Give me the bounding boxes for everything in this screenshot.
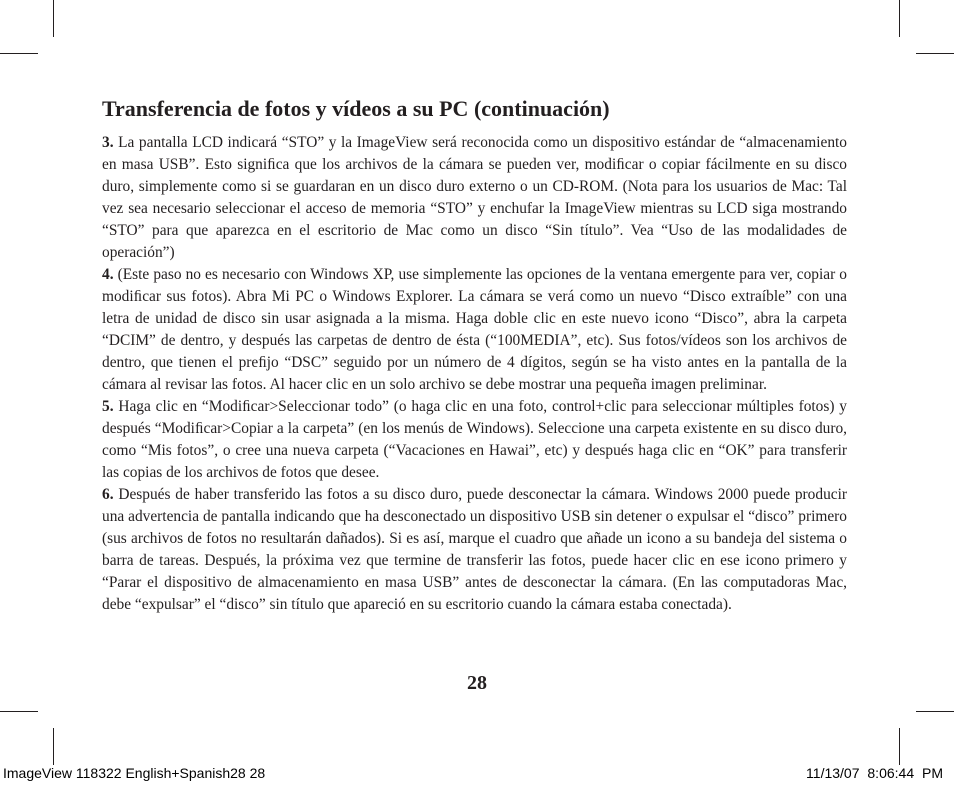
page-title: Transferencia de fotos y vídeos a su PC (continuación) (102, 96, 610, 121)
page-number: 28 (467, 672, 487, 694)
step-number: 5. (102, 398, 114, 415)
crop-mark (0, 711, 38, 712)
step-number: 3. (102, 134, 114, 151)
step-text: La pantalla LCD indicará “STO” y la ImageView será reconocida como un dispositivo estándar de “almacenamiento en masa USB”. Esto signiﬁca que los archivos de la cámara se pueden ver, modiﬁcar o copiar fácilmente en su disco duro, simplemente como si se guardaran en un disco duro externo o un CD-ROM. (Nota para los usuarios de Mac: Tal vez sea necesario seleccionar el acceso de memoria “STO” y enchufar la ImageView mientras su LCD siga mostrando “STO” para que aparezca en el escritorio de Mac como un disco “Sin título”. Vea “Uso de las modalidades de operación”) (102, 134, 847, 261)
crop-mark (53, 0, 54, 37)
crop-mark (899, 0, 900, 37)
step-paragraph (102, 264, 847, 396)
crop-mark (916, 711, 954, 712)
crop-mark (916, 53, 954, 54)
step-number: 4. (102, 266, 114, 283)
crop-mark (899, 728, 900, 765)
instructions-body (102, 132, 847, 616)
step-text: Después de haber transferido las fotos a su disco duro, puede desconectar la cámara. Windows 2000 puede producir una advertencia de pantalla indicando que ha desconectado un dispositivo USB sin detener o expulsar el “disco” primero (sus archivos de fotos no resultarán dañados). Si es así, marque el cuadro que añade un icono a su bandeja del sistema o barra de tareas. Después, la próxima vez que termine de transferir las fotos, puede hacer clic en ese icono primero y “Parar el dispositivo de almacenamiento en masa USB” antes de desconectar la cámara. (En las computadoras Mac, debe “expulsar” el “disco” sin título que apareció en su escritorio cuando la cámara estaba conectada). (102, 486, 847, 613)
step-text: Haga clic en “Modiﬁcar>Seleccionar todo” (o haga clic en una foto, control+clic para seleccionar múltiples fotos) y después “Modiﬁcar>Copiar a la carpeta” (en los menús de Windows). Seleccione una carpeta existente en su disco duro, como “Mis fotos”, o cree una nueva carpeta (“Vacaciones en Hawai”, etc) y después haga clic en “OK” para transferir las copias de los archivos de fotos que desee. (102, 398, 847, 481)
crop-mark (53, 728, 54, 765)
step-text: (Este paso no es necesario con Windows XP, use simplemente las opciones de la ventana emergente para ver, copiar o modiﬁcar sus fotos). Abra Mi PC o Windows Explorer. La cámara se verá como un nuevo “Disco extraíble” con una letra de unidad de disco sin usar asignada a la misma. Haga doble clic en este nuevo icono “Disco”, abra la carpeta “DCIM” de dentro, y después las carpetas de dentro de ésta (“100MEDIA”, etc). Sus fotos/vídeos son los archivos de dentro, que tienen el preﬁjo “DSC” seguido por un número de 4 dígitos, según se ha visto antes en la pantalla de la cámara al revisar las fotos. Al hacer clic en un solo archivo se debe mostrar una pequeña imagen preliminar. (102, 266, 847, 393)
step-number: 6. (102, 486, 114, 503)
step-paragraph (102, 484, 847, 616)
crop-mark (0, 53, 38, 54)
step-paragraph (102, 396, 847, 484)
print-slug-timestamp: 11/13/07 8:06:44 PM (806, 765, 943, 781)
print-slug-file: ImageView 118322 English+Spanish28 28 (3, 765, 266, 781)
step-paragraph (102, 132, 847, 264)
